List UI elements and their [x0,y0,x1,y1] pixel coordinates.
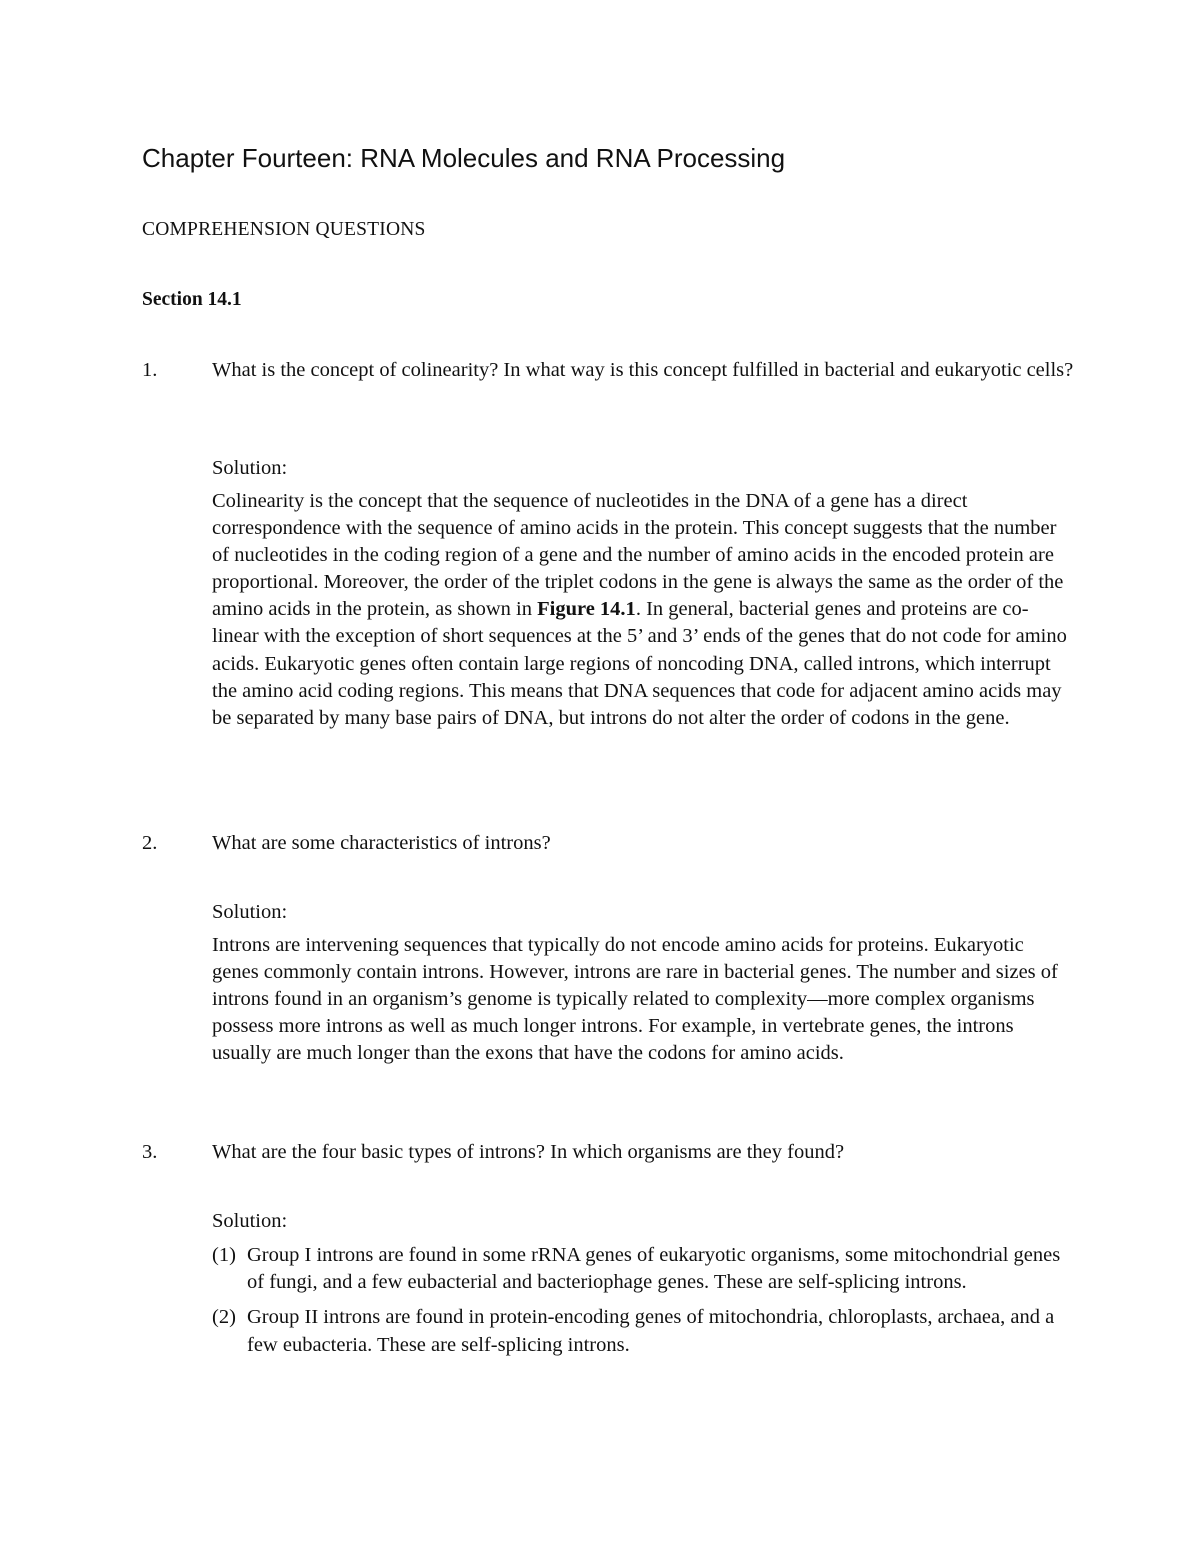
question-3-solution-list [212,1242,1082,1367]
question-1-solution-part-1: Colinearity is the concept that the sequence of nucleotides in the DNA of a gene has a direct correspondence with the sequence of amino acids in the protein. This concept suggests that the number of nucleotides in the coding region of a gene and the number of amino acids in the encoded protein are proportional. Moreover, the order of the triplet codons in the gene is always the same as the order of the amino acids in the protein, as shown in [212,490,1064,621]
question-1-number: 1. [142,359,158,381]
question-3-solution-label: Solution: [212,1210,288,1232]
list-item [212,1242,1082,1296]
question-3-number: 3. [142,1141,158,1163]
question-1-solution [212,488,1072,732]
list-item-text: Group II introns are found in protein-encoding genes of mitochondria, chloroplasts, archaea, and a few eubacteria. These are self-splicing introns. [247,1306,1055,1356]
list-item [212,1304,1082,1358]
comprehension-heading: COMPREHENSION QUESTIONS [142,219,426,240]
question-1-solution-label: Solution: [212,457,288,479]
figure-reference: Figure 14.1 [537,598,636,621]
list-item-marker: (1) [212,1244,236,1266]
question-1-solution-part-2: . In general, bacterial genes and proteins are co-linear with the exception of short sequences at the 5’ and 3’ ends of the genes that do not code for amino acids. Eukaryotic genes often contain large regions of noncoding DNA, called introns, which interrupt the amino acid coding regions. This means that DNA sequences that code for adjacent amino acids may be separated by many base pairs of DNA, but introns do not alter the order of codons in the gene. [212,598,1067,729]
question-1-text: What is the concept of colinearity? In what way is this concept fulfilled in bacterial and eukaryotic cells? [212,359,1074,381]
list-item-marker: (2) [212,1306,236,1329]
question-2-solution: Introns are intervening sequences that typically do not encode amino acids for proteins. Eukaryotic genes commonly contain introns. However, introns are rare in bacterial genes. The number and sizes of introns found in an organism’s genome is typically related to complexity—more complex organisms possess more introns as well as much longer introns. For example, in vertebrate genes, the introns usually are much longer than the exons that have the codons for amino acids. [212,934,1058,1065]
list-item-text: Group I introns are found in some rRNA genes of eukaryotic organisms, some mitochondrial genes of fungi, and a few eubacterial and bacteriophage genes. These are self-splicing introns. [247,1244,1061,1294]
section-heading: Section 14.1 [142,289,242,310]
question-3-text: What are the four basic types of introns? In which organisms are they found? [212,1141,845,1163]
question-2-number: 2. [142,832,158,854]
chapter-title: Chapter Fourteen: RNA Molecules and RNA Processing [142,143,786,173]
question-2-solution-label: Solution: [212,901,288,923]
question-2-text: What are some characteristics of introns? [212,832,551,854]
